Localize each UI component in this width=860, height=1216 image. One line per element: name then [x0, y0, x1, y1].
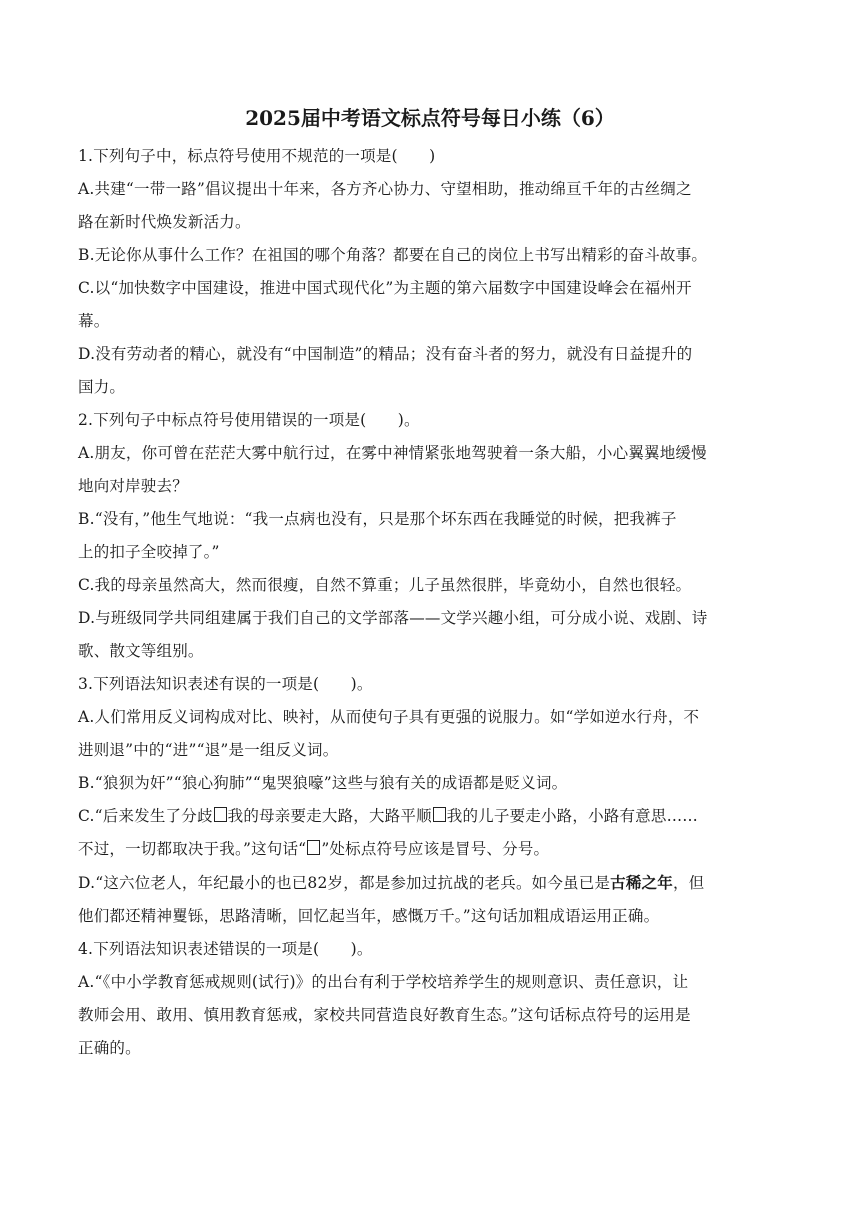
q3-d-text-2: ，但 — [672, 874, 705, 892]
q2-option-d-line1: D.与班级同学共同组建属于我们自己的文学部落——文学兴趣小组，可分成小说、戏剧、诗 — [78, 609, 708, 627]
q2-option-b-line1: B.“没有，”他生气地说：“我一点病也没有，只是那个坏东西在我睡觉的时候，把我裤子 — [78, 510, 677, 528]
q3-option-b: B.“狼狈为奸”“狼心狗肺”“鬼哭狼嚎”这些与狼有关的成语都是贬义词。 — [78, 774, 568, 792]
q1-option-b: B.无论你从事什么工作？在祖国的哪个角落？都要在自己的岗位上书写出精彩的奋斗故事。 — [78, 246, 708, 264]
q3-option-d-line1 — [78, 866, 782, 900]
q3-option-a-line1: A.人们常用反义词构成对比、映衬，从而使句子具有更强的说服力。如“学如逆水行舟，不 — [78, 708, 700, 726]
q1-option-d-line2: 国力。 — [78, 378, 126, 396]
q1-option-c-line2: 幕。 — [78, 312, 110, 330]
q3-option-c-line1 — [78, 800, 782, 833]
document-title: 2025届中考语文标点符号每日小练（6） — [245, 106, 615, 130]
question-4-stem: 4.下列语法知识表述错误的一项是( )。 — [78, 940, 373, 958]
blank-box-icon — [433, 807, 446, 822]
q2-option-a-line1: A.朋友，你可曾在茫茫大雾中航行过，在雾中神情紧张地驾驶着一条大船，小心翼翼地缓慢 — [78, 444, 707, 462]
q2-option-b-line2: 上的扣子全咬掉了。” — [78, 543, 220, 561]
q4-option-a-line3: 正确的。 — [78, 1039, 141, 1057]
document-body — [78, 104, 782, 1065]
q3-option-d-line2: 他们都还精神矍铄，思路清晰，回忆起当年，感慨万千。”这句话加粗成语运用正确。 — [78, 907, 660, 925]
q1-option-a-line2: 路在新时代焕发新活力。 — [78, 213, 251, 231]
q3-option-a-line2: 进则退”中的“进”“退”是一组反义词。 — [78, 741, 339, 759]
blank-box-icon — [307, 840, 320, 855]
question-1-stem: 1.下列句子中，标点符号使用不规范的一项是( ) — [78, 147, 436, 165]
q2-option-d-line2: 歌、散文等组别。 — [78, 642, 204, 660]
q2-option-c: C.我的母亲虽然高大，然而很瘦，自然不算重；儿子虽然很胖，毕竟幼小，自然也很轻。 — [78, 576, 692, 594]
q3-option-c-line2 — [78, 833, 782, 866]
q3-c-text-2: 我的母亲要走大路，大路平顺 — [227, 807, 432, 825]
q1-option-d-line1: D.没有劳动者的精心，就没有“中国制造”的精品；没有奋斗者的努力，就没有日益提升的 — [78, 345, 693, 363]
q1-option-a-line1: A.共建“一带一路”倡议提出十年来，各方齐心协力、守望相助，推动绵亘千年的古丝绸之 — [78, 180, 692, 198]
q3-c-text-5: ”处标点符号应该是冒号、分号。 — [321, 840, 550, 858]
q3-d-text-1: D.“这六位老人，年纪最小的也已82岁，都是参加过抗战的老兵。如今虽已是 — [78, 874, 611, 892]
q3-d-bold-idiom: 古稀之年 — [610, 873, 673, 892]
question-2-stem: 2.下列句子中标点符号使用错误的一项是( )。 — [78, 411, 420, 429]
q4-option-a-line2: 教师会用、敢用、慎用教育惩戒，家校共同营造良好教育生态。”这句话标点符号的运用是 — [78, 1006, 691, 1024]
q3-c-text-4: 不过，一切都取决于我。”这句话“ — [78, 840, 307, 858]
q4-option-a-line1: A.“《中小学教育惩戒规则(试行)》的出台有利于学校培养学生的规则意识、责任意识，让 — [78, 973, 689, 991]
q2-option-a-line2: 地向对岸驶去？ — [78, 477, 188, 495]
q3-c-text-1: C.“后来发生了分歧 — [78, 807, 213, 825]
question-3-stem: 3.下列语法知识表述有误的一项是( )。 — [78, 675, 373, 693]
q3-c-text-3: 我的儿子要走小路，小路有意思…… — [446, 807, 698, 825]
q1-option-c-line1: C.以“加快数字中国建设，推进中国式现代化”为主题的第六届数字中国建设峰会在福州开 — [78, 279, 692, 297]
blank-box-icon — [214, 807, 227, 822]
